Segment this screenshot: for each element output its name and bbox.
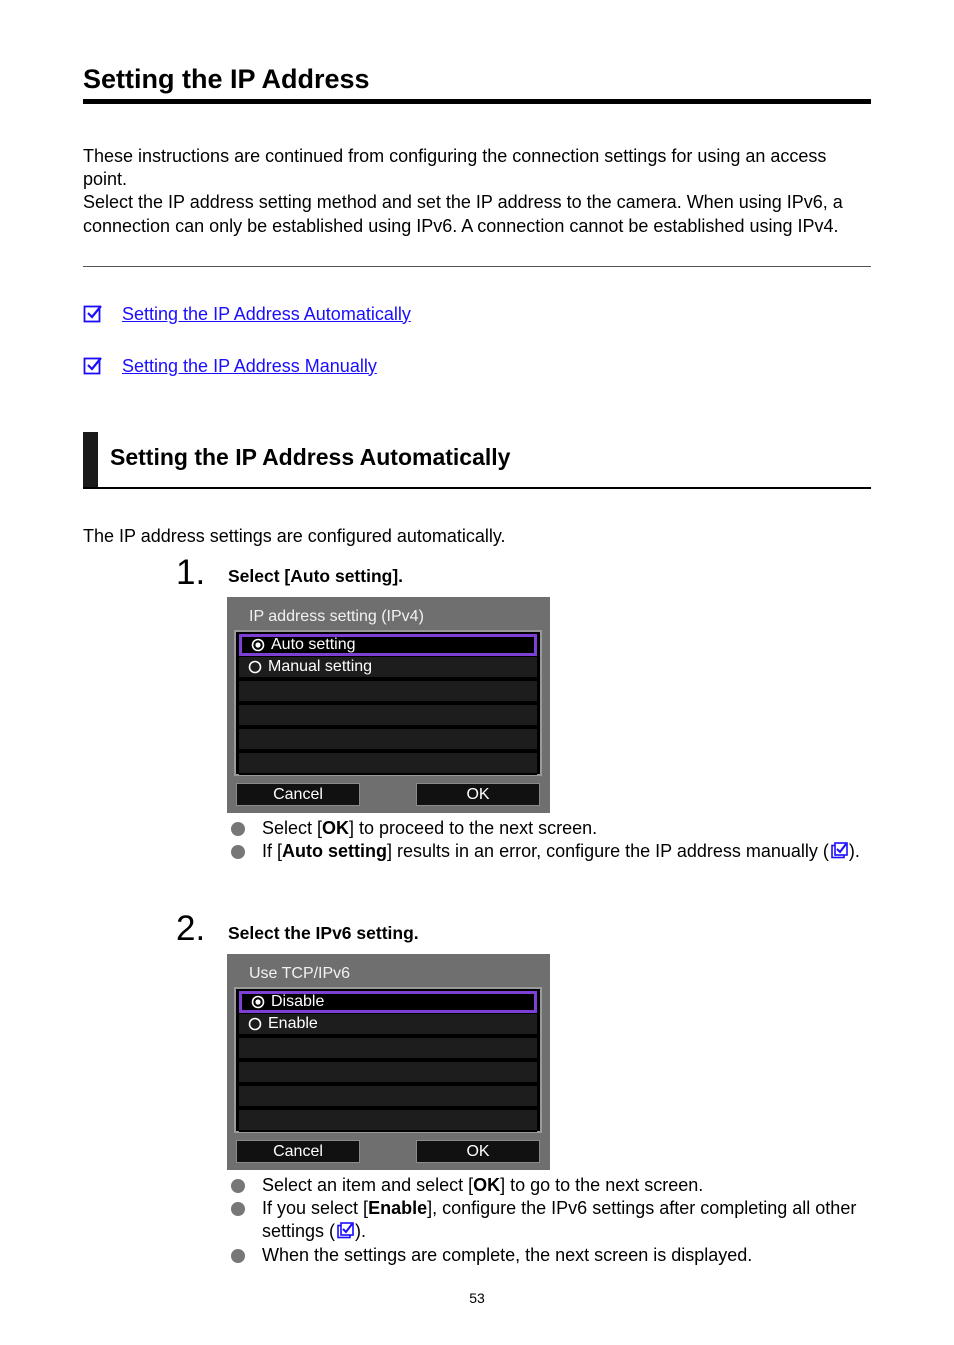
camera-ok-button[interactable]: OK bbox=[416, 783, 540, 806]
step-number: 2. bbox=[176, 909, 206, 948]
cross-reference-icon[interactable] bbox=[335, 1221, 355, 1241]
checkbox-link-icon bbox=[83, 304, 103, 324]
camera-screen-ipv4 bbox=[227, 597, 550, 813]
page-title: Setting the IP Address bbox=[83, 64, 370, 94]
list-item: When the settings are complete, the next screen is displayed. bbox=[230, 1244, 870, 1267]
section-bar bbox=[83, 432, 98, 488]
camera-option-list bbox=[234, 987, 542, 1133]
toc-link-manual[interactable]: Setting the IP Address Manually bbox=[122, 355, 377, 376]
camera-empty-row bbox=[239, 1038, 537, 1060]
list-item: If [Auto setting] results in an error, configure the IP address manually ( ). bbox=[230, 840, 870, 863]
camera-option-label: Manual setting bbox=[268, 658, 373, 675]
bullet-dot-icon bbox=[231, 822, 245, 836]
intro-paragraph-1: These instructions are continued from configuring the connection settings for using an access point. bbox=[83, 146, 827, 190]
bullet-dot-icon bbox=[231, 845, 245, 859]
step-1-bullets bbox=[230, 817, 870, 863]
camera-option-manual-setting[interactable] bbox=[239, 657, 537, 679]
toc-item-manual bbox=[83, 354, 377, 378]
radio-selected-icon bbox=[251, 638, 265, 652]
step-instruction: Select the IPv6 setting. bbox=[228, 923, 419, 943]
bullet-dot-icon bbox=[231, 1202, 245, 1216]
title-rule bbox=[83, 99, 871, 104]
step-instruction: Select [Auto setting]. bbox=[228, 566, 404, 586]
list-item: Select an item and select [OK] to go to the next screen. bbox=[230, 1174, 870, 1197]
toc-link-auto[interactable]: Setting the IP Address Automatically bbox=[122, 303, 411, 324]
radio-unselected-icon bbox=[248, 1017, 262, 1031]
section-rule bbox=[83, 487, 871, 489]
camera-option-disable[interactable] bbox=[239, 991, 537, 1013]
section-intro: The IP address settings are configured automatically. bbox=[83, 526, 506, 546]
intro-text bbox=[83, 145, 873, 238]
camera-empty-row bbox=[239, 753, 537, 775]
list-item: If you select [Enable], configure the IPv6 settings after completing all other settings ( ). bbox=[230, 1197, 870, 1243]
intro-paragraph-2: Select the IP address setting method and set the IP address to the camera. When using IPv6, a connection can only be established using IPv6. A connection cannot be established using IPv4. bbox=[83, 192, 843, 236]
camera-option-label: Disable bbox=[271, 993, 325, 1010]
camera-option-label: Auto setting bbox=[271, 636, 356, 653]
list-item: Select [OK] to proceed to the next screen. bbox=[230, 817, 870, 840]
camera-screen-title: Use TCP/IPv6 bbox=[249, 965, 351, 982]
camera-empty-row bbox=[239, 1062, 537, 1084]
camera-ok-button[interactable]: OK bbox=[416, 1140, 540, 1163]
radio-unselected-icon bbox=[248, 660, 262, 674]
camera-option-enable[interactable] bbox=[239, 1014, 537, 1036]
camera-empty-row bbox=[239, 729, 537, 751]
camera-option-auto-setting[interactable] bbox=[239, 634, 537, 656]
toc-item-auto bbox=[83, 302, 411, 326]
camera-cancel-button[interactable]: Cancel bbox=[236, 1140, 360, 1163]
cross-reference-icon[interactable] bbox=[829, 841, 849, 861]
step-2-bullets bbox=[230, 1174, 870, 1267]
camera-empty-row bbox=[239, 1086, 537, 1108]
step-number: 1. bbox=[176, 553, 206, 592]
camera-cancel-button[interactable]: Cancel bbox=[236, 783, 360, 806]
checkbox-link-icon bbox=[83, 356, 103, 376]
bullet-dot-icon bbox=[231, 1179, 245, 1193]
camera-screen-ipv6 bbox=[227, 954, 550, 1170]
page-number: 53 bbox=[469, 1290, 485, 1306]
intro-rule bbox=[83, 266, 871, 267]
camera-option-label: Enable bbox=[268, 1015, 318, 1032]
camera-screen-title: IP address setting (IPv4) bbox=[249, 608, 424, 625]
section-title: Setting the IP Address Automatically bbox=[110, 444, 511, 470]
camera-empty-row bbox=[239, 705, 537, 727]
camera-empty-row bbox=[239, 681, 537, 703]
radio-selected-icon bbox=[251, 995, 265, 1009]
camera-option-list bbox=[234, 630, 542, 776]
bullet-dot-icon bbox=[231, 1249, 245, 1263]
camera-empty-row bbox=[239, 1110, 537, 1132]
